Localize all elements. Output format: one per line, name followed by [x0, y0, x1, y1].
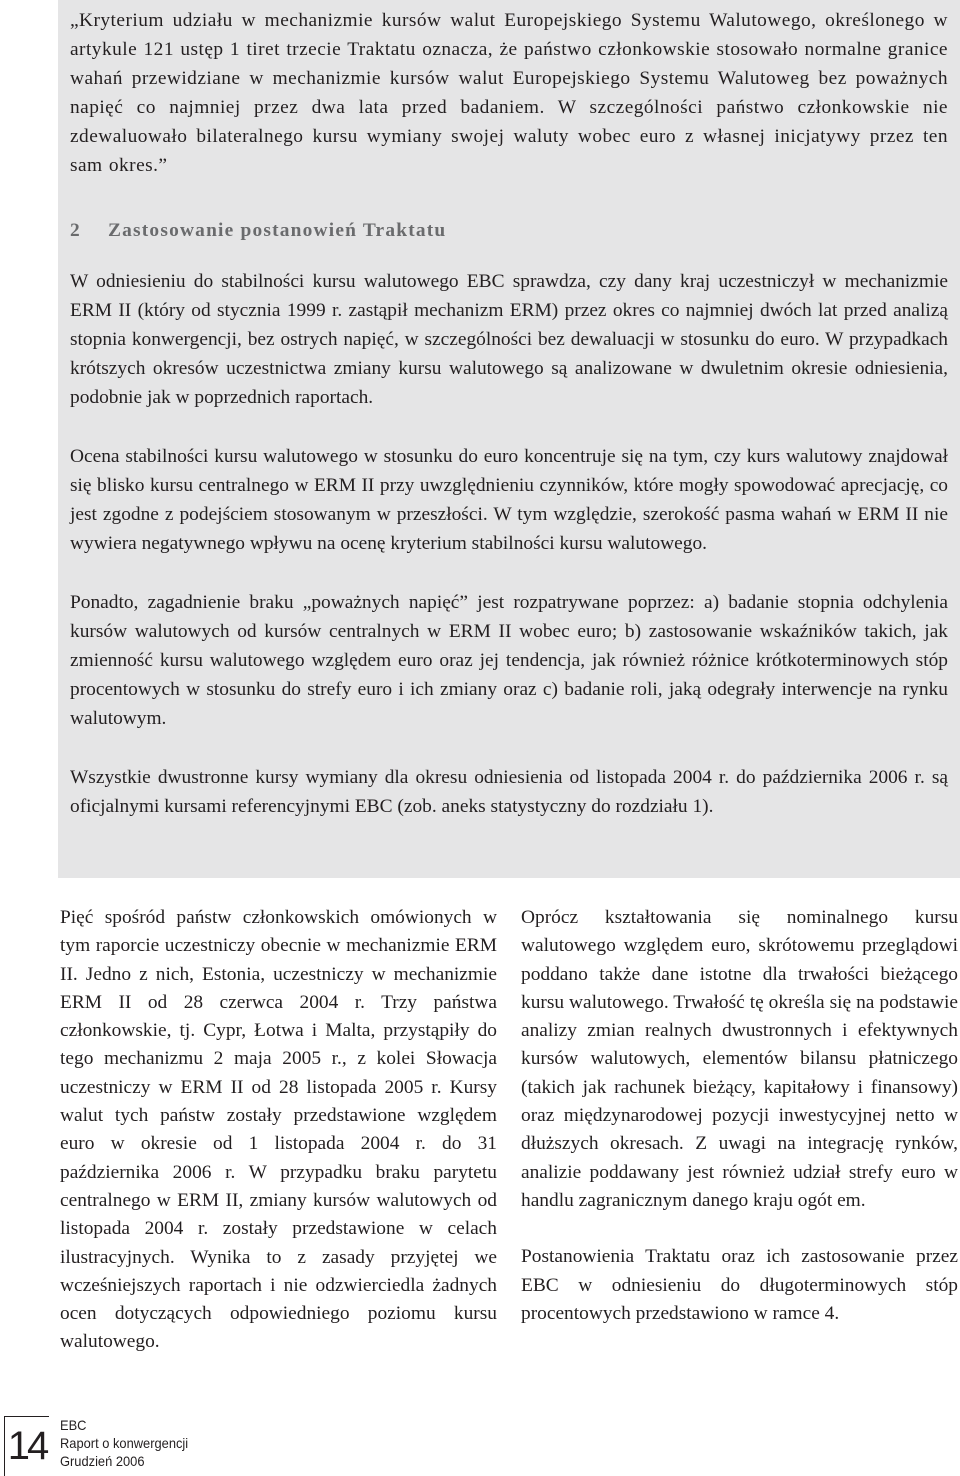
box-paragraph-4: Wszystkie dwustronne kursy wymiany dla okresu odniesienia od listopada 2004 r. do października 2006 r. są oficjalnymi kursami referencyjnymi EBC (zob. aneks statystyczny do rozdziału 1). [70, 767, 948, 817]
footer-date: Grudzień 2006 [60, 1453, 145, 1469]
box-paragraph-3: Ponadto, zagadnienie braku „poważnych napięć” jest rozpatrywane poprzez: a) badanie stopnia odchylenia kursów walutowych od kursów centralnych w ERM II wobec euro; b) zastosowanie wskaźników takich, jak zmienność kursu walutowego względem euro oraz jej tendencja, jak również różnice krótkoterminowych stóp procentowych w stosunku do strefy euro i ich zmiany oraz c) badanie roli, jaką odegrały interwencje na rynku walutowym. [70, 592, 948, 729]
right-paragraph-1: Oprócz kształtowania się nominalnego kursu walutowego względem euro, skrótowemu przeglądowi poddano także dane istotne dla trwałości bieżącego kursu walutowego. Trwałość tę określa się na podstawie analizy zmian realnych dwustronnych i efektywnych kursów walutowych, elementów bilansu płatniczego (takich jak rachunek bieżący, kapitałowy i finansowy) oraz międzynarodowej pozycji inwestycyjnej netto w dłuższych okresach. Z uwagi na integrację rynków, analizie poddawany jest również udział strefy euro w handlu zagranicznym danego kraju ogót em. [521, 907, 958, 1211]
footer-publication: Raport o konwergencji [60, 1435, 189, 1451]
footer-publisher: EBC [60, 1417, 87, 1433]
section-number: 2 [70, 220, 81, 241]
page-number: 14 [4, 1416, 49, 1476]
right-column [521, 904, 958, 1328]
left-paragraph-1: Pięć spośród państw członkowskich omówionych w tym raporcie uczestniczy obecnie w mechanizmie ERM II. Jedno z nich, Estonia, uczestniczy w mechanizmie ERM II od 28 czerwca 2004 r. Trzy państwa członkowskie, tj. Cypr, Łotwa i Malta, przystąpiły do tego mechanizmu 2 maja 2005 r., z kolei Słowacja uczestniczy w ERM II od 28 listopada 2005 r. Kursy walut tych państw zostały przedstawione względem euro w okresie od 1 listopada 2004 r. do 31 października 2006 r. W przypadku braku parytetu centralnego w ERM II, zmiany kursów walutowych od listopada 2004 r. zostały przedstawione w celach ilustracyjnych. Wynika to z zasady przyjętej we wcześniejszych raportach i nie odzwierciedla żadnych ocen dotyczących odpowiedniego poziomu kursu walutowego. [60, 907, 497, 1353]
section-title: Zastosowanie postanowień Traktatu [108, 220, 447, 241]
left-column [60, 904, 497, 1357]
treaty-quote: „Kryterium udziału w mechanizmie kursów walut Europejskiego Systemu Walutowego, określonego w artykule 121 ustęp 1 tiret trzecie Traktatu oznacza, że państwo członkowskie stosowało normalne granice wahań przewidziane w mechanizmie kursów walut Europejskiego Systemu Walutoweg bez poważnych napięć co najmniej przez dwa lata przed badaniem. W szczególności państwo członkowskie nie zdewaluowało bilateralnego kursu wymiany swojej waluty wobec euro z własnej inicjatywy przez ten sam okres.” [70, 10, 948, 176]
running-footer [60, 1416, 188, 1470]
treaty-box [58, 0, 960, 878]
box-paragraph-1: W odniesieniu do stabilności kursu walutowego EBC sprawdza, czy dany kraj uczestniczył w mechanizmie ERM II (który od stycznia 1999 r. zastąpił mechanizm ERM) przez okres co najmniej dwóch lat przed analizą stopnia konwergencji, bez ostrych napięć, w szczególności bez dewaluacji w stosunku do euro. W przypadkach krótszych okresów uczestnictwa zmiany kursu walutowego są analizowane w dwuletnim okresie odniesienia, podobnie jak w poprzednich raportach. [70, 271, 948, 408]
right-paragraph-2: Postanowienia Traktatu oraz ich zastosowanie przez EBC w odniesieniu do długoterminowych stóp procentowych przedstawiono w ramce 4. [521, 1246, 958, 1324]
box-paragraph-2: Ocena stabilności kursu walutowego w stosunku do euro koncentruje się na tym, czy kurs walutowy znajdował się blisko kursu centralnego w ERM II przy uwzględnieniu czynników, które mogły spowodować aprecjację, co jest zgodne z podejściem stosowanym w przeszłości. W tym względzie, szerokość pasma wahań w ERM II nie wywiera negatywnego wpływu na ocenę kryterium stabilności kursu walutowego. [70, 446, 948, 554]
section-heading [70, 216, 948, 245]
